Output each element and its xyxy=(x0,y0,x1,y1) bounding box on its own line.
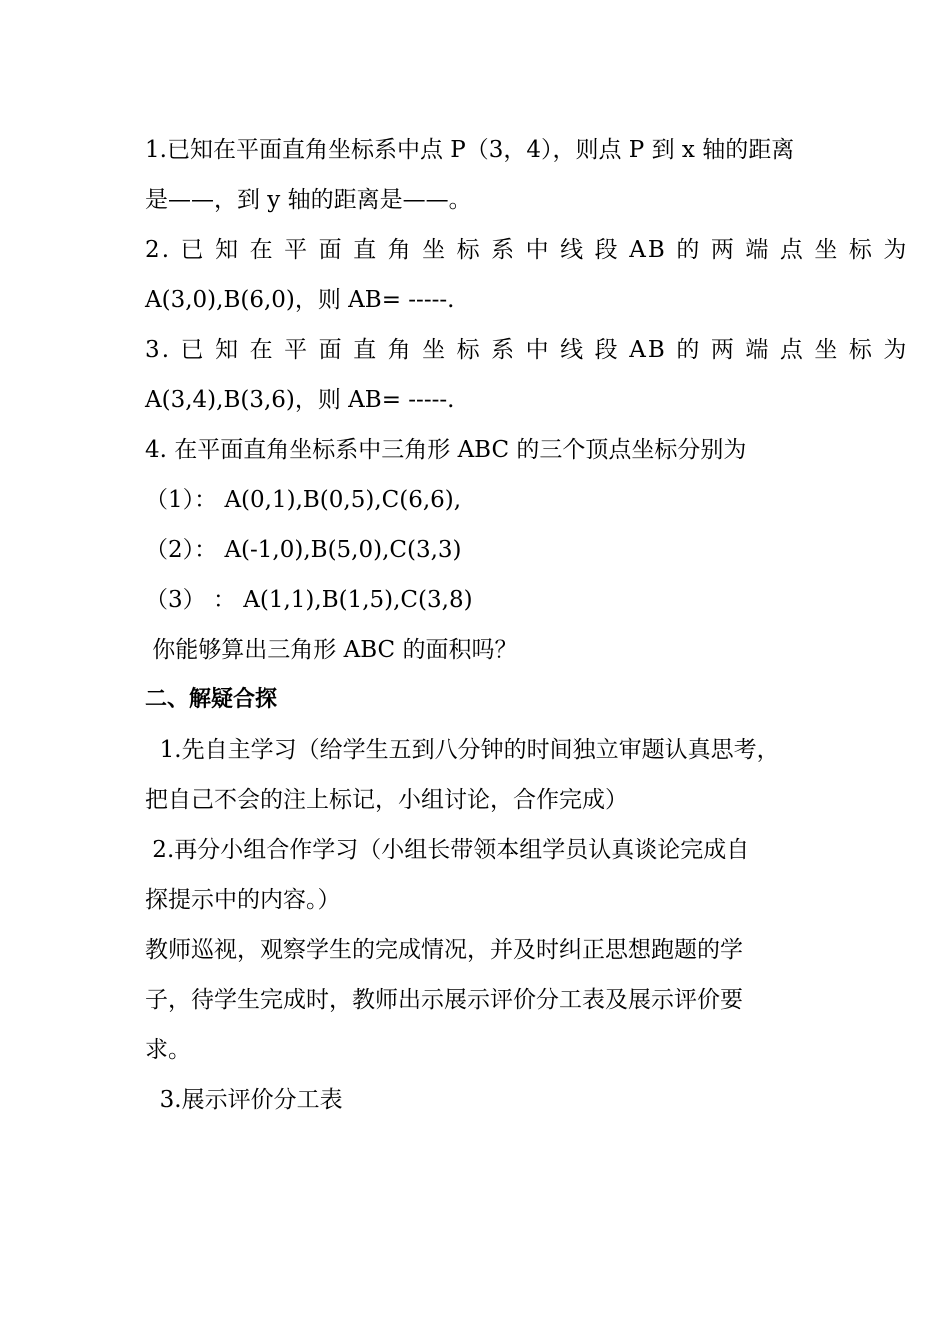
text-line-step2: 2.再分小组合作学习（小组长带领本组学员认真谈论完成自 xyxy=(145,837,750,863)
text-line-teacher-end: 求。 xyxy=(145,1037,191,1063)
section-heading: 二、解疑合探 xyxy=(145,687,278,712)
text-line-q4-case3: （3） ： A(1,1),B(1,5),C(3,8) xyxy=(145,587,473,613)
text-line-teacher-cont: 子，待学生完成时，教师出示展示评价分工表及展示评价要 xyxy=(145,987,743,1013)
text-line-q2: 2. 已 知 在 平 面 直 角 坐 标 系 中 线 段 AB 的 两 端 点 坐 标 为 xyxy=(145,237,909,263)
text-line-q1-cont: 是——，到 y 轴的距离是——。 xyxy=(145,187,472,213)
text-line-q4-case2: （2）： A(-1,0),B(5,0),C(3,3) xyxy=(145,537,462,563)
text-line-step1: 1.先自主学习（给学生五到八分钟的时间独立审题认真思考， xyxy=(145,737,780,763)
text-line-step1-cont: 把自己不会的注上标记，小组讨论，合作完成） xyxy=(145,787,628,813)
text-line-q1: 1.已知在平面直角坐标系中点 P（3，4），则点 P 到 x 轴的距离 xyxy=(145,137,795,163)
text-line-q3-cont: A(3,4),B(3,6)，则 AB= -----. xyxy=(145,387,455,413)
text-line-teacher: 教师巡视，观察学生的完成情况，并及时纠正思想跑题的学 xyxy=(145,937,743,963)
text-line-q4-question: 你能够算出三角形 ABC 的面积吗？ xyxy=(145,637,518,663)
text-line-q4: 4. 在平面直角坐标系中三角形 ABC 的三个顶点坐标分别为 xyxy=(145,437,747,463)
text-line-q4-case1: （1）： A(0,1),B(0,5),C(6,6), xyxy=(145,487,462,513)
text-line-step3: 3.展示评价分工表 xyxy=(145,1087,343,1113)
text-line-step2-cont: 探提示中的内容。） xyxy=(145,887,341,913)
text-line-q2-cont: A(3,0),B(6,0)，则 AB= -----. xyxy=(145,287,455,313)
text-line-q3: 3. 已 知 在 平 面 直 角 坐 标 系 中 线 段 AB 的 两 端 点 坐 标 为 xyxy=(145,337,909,363)
